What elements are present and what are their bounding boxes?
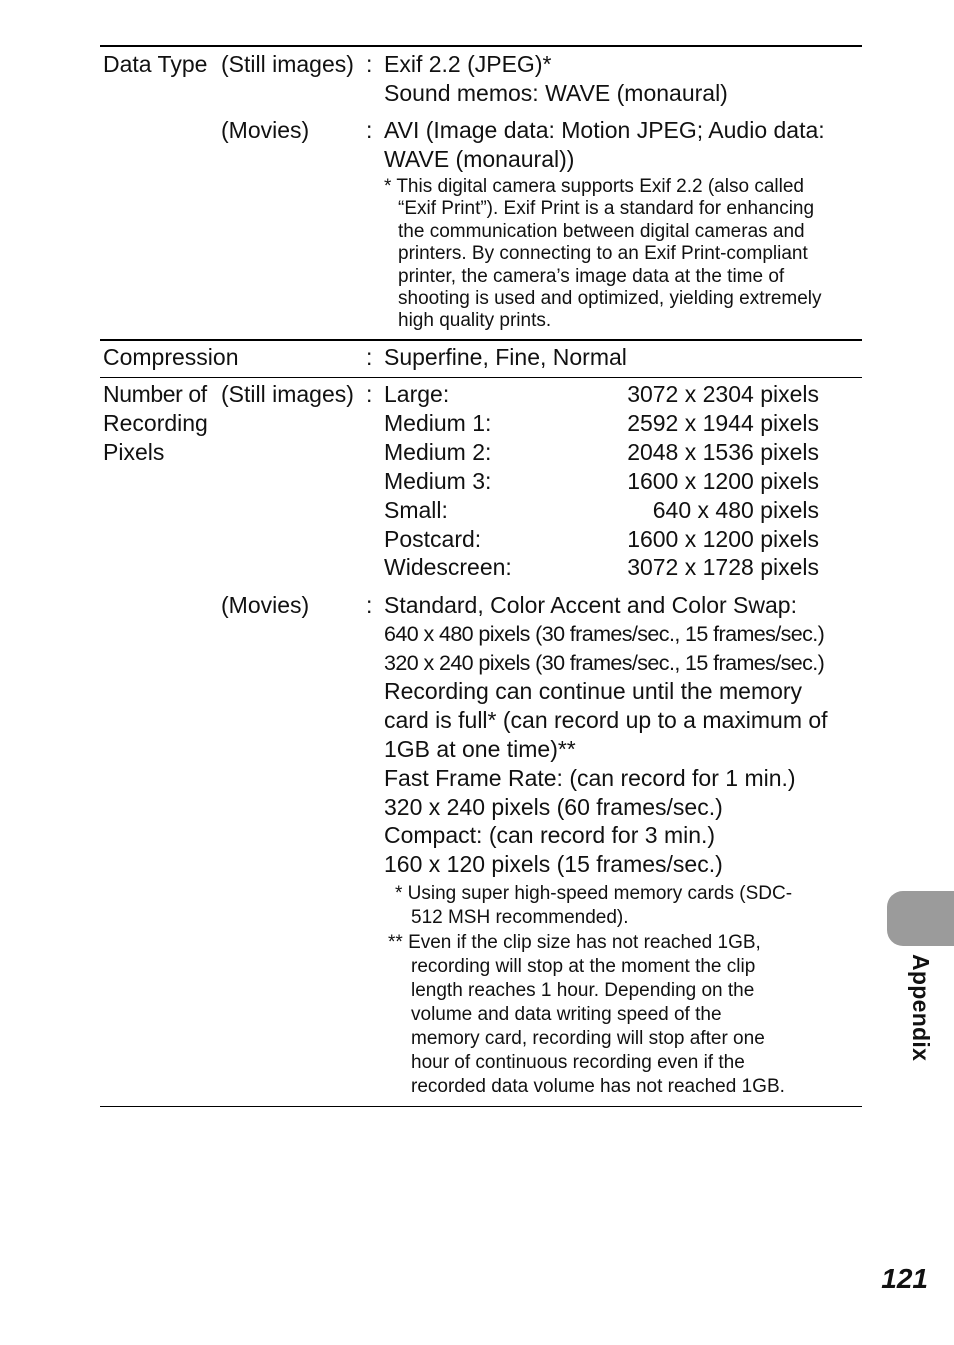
exif-footnote: shooting is used and optimized, yielding extremely [398,288,822,309]
movies-sublabel: (Movies) [221,117,310,143]
pixel-size-value: 3072 x 1728 pixels [627,554,819,580]
compression-value: Superfine, Fine, Normal [384,344,627,370]
table-bottom-rule [100,1106,862,1107]
data-type-label: Data Type [103,51,208,77]
movie-spec-line: Standard, Color Accent and Color Swap: [384,592,797,618]
still-images-sublabel: (Still images) [221,381,354,407]
clip-length-footnote: recording will stop at the moment the clip [411,956,756,977]
pixel-size-name: Medium 2: [384,439,492,465]
pixel-size-name: Postcard: [384,526,482,552]
pixel-size-value: 640 x 480 pixels [652,497,819,523]
clip-length-footnote: length reaches 1 hour. Depending on the [411,980,755,1001]
pixel-size-name: Medium 1: [384,410,492,436]
movie-spec-line: 1GB at one time)** [384,736,576,762]
colon: : [366,381,373,407]
movie-spec-line: card is full* (can record up to a maximum of [384,707,828,733]
movie-spec-line: 160 x 120 pixels (15 frames/sec.) [384,851,723,877]
movies-sublabel: (Movies) [221,592,310,618]
movie-spec-line: 320 x 240 pixels (30 frames/sec., 15 frames/sec.) [384,651,825,675]
clip-length-footnote: volume and data writing speed of the [411,1004,722,1025]
page-number: 121 [881,1263,928,1294]
memory-card-footnote: 512 MSH recommended). [411,907,629,928]
pixel-size-value: 2048 x 1536 pixels [627,439,819,465]
exif-footnote: * This digital camera supports Exif 2.2 (also called [384,176,804,197]
pixel-size-name: Large: [384,381,450,407]
pixel-size-name: Medium 3: [384,468,492,494]
pixel-size-value: 2592 x 1944 pixels [627,410,819,436]
pixel-size-value: 1600 x 1200 pixels [627,526,819,552]
movie-spec-line: 320 x 240 pixels (60 frames/sec.) [384,794,723,820]
compression-label: Compression [103,344,239,370]
colon: : [366,592,373,618]
row-divider [100,339,862,341]
pixel-size-name: Widescreen: [384,554,512,580]
clip-length-footnote: hour of continuous recording even if the [411,1052,745,1073]
appendix-section-label [906,954,936,1074]
data-type-movies-value: AVI (Image data: Motion JPEG; Audio data: [384,117,825,143]
table-top-rule [100,45,862,47]
memory-card-footnote: * Using super high-speed memory cards (SDC- [395,883,793,904]
recording-pixels-label: Number of [103,381,207,407]
clip-length-footnote: ** Even if the clip size has not reached 1GB, [388,932,761,953]
pixel-size-name: Small: [384,497,448,523]
exif-footnote: high quality prints. [398,310,552,331]
recording-pixels-label: Recording [103,410,208,436]
movie-spec-line: Compact: (can record for 3 min.) [384,822,716,848]
movie-spec-line: Fast Frame Rate: (can record for 1 min.) [384,765,796,791]
recording-pixels-label: Pixels [103,439,165,465]
movie-spec-line: 640 x 480 pixels (30 frames/sec., 15 frames/sec.) [384,622,825,646]
colon: : [366,51,373,77]
colon: : [366,117,373,143]
data-type-still-value: Sound memos: WAVE (monaural) [384,80,728,106]
clip-length-footnote: memory card, recording will stop after one [411,1028,765,1049]
pixel-size-value: 1600 x 1200 pixels [627,468,819,494]
data-type-still-value: Exif 2.2 (JPEG)* [384,51,552,77]
row-divider [100,377,862,378]
data-type-movies-value: WAVE (monaural)) [384,146,575,172]
pixel-size-value: 3072 x 2304 pixels [627,381,819,407]
appendix-label-text: Appendix [908,954,934,1062]
appendix-tab-marker [887,891,954,946]
exif-footnote: “Exif Print”). Exif Print is a standard for enhancing [398,198,815,219]
exif-footnote: printers. By connecting to an Exif Print-compliant [398,243,808,264]
colon: : [366,344,373,370]
clip-length-footnote: recorded data volume has not reached 1GB. [411,1076,785,1097]
still-images-sublabel: (Still images) [221,51,354,77]
exif-footnote: printer, the camera’s image data at the time of [398,266,785,287]
exif-footnote: the communication between digital cameras and [398,221,805,242]
movie-spec-line: Recording can continue until the memory [384,678,803,704]
